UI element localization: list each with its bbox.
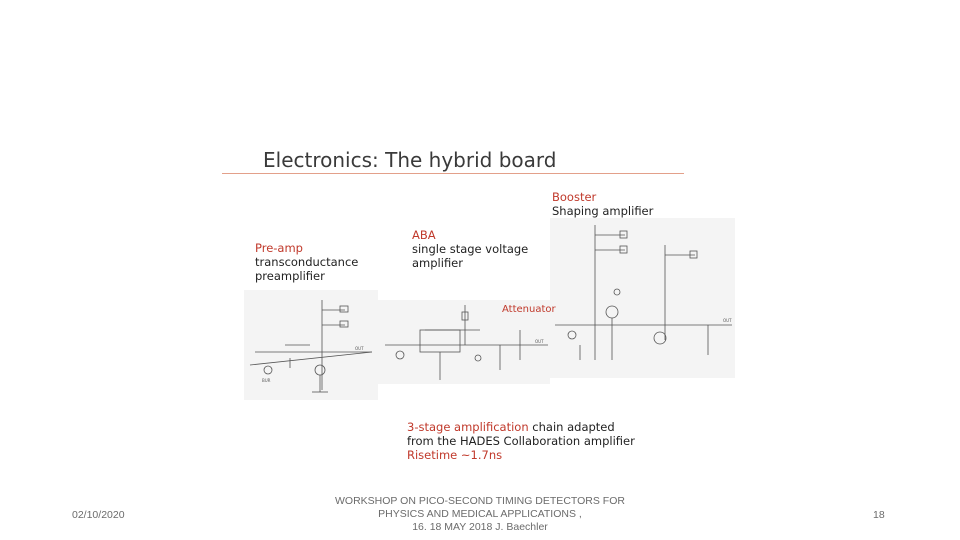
page-number: 18: [873, 509, 885, 521]
chain-text-1: chain adapted: [528, 420, 615, 434]
shaping-amplifier-text: Shaping amplifier: [552, 204, 654, 218]
chain-highlight: 3-stage amplification: [407, 420, 529, 434]
footer-line-1: WORKSHOP ON PICO-SECOND TIMING DETECTORS FOR: [335, 495, 625, 507]
preamp-panel: [244, 290, 378, 400]
booster-label: [552, 190, 653, 218]
svg-text:BUR: BUR: [262, 378, 271, 383]
preamp-label: [255, 241, 358, 283]
footer-date: 02/10/2020: [72, 509, 125, 521]
attenuator-label: Attenuator: [502, 304, 556, 315]
aba-title: ABA: [412, 228, 436, 242]
booster-title: Booster: [552, 190, 597, 204]
risetime-text: Risetime ~1.7ns: [407, 448, 503, 462]
booster-panel: [550, 218, 735, 378]
chain-description: [407, 420, 635, 462]
preamp-title: Pre-amp: [255, 241, 303, 255]
chain-text-2: from the HADES Collaboration amplifier: [407, 434, 635, 448]
svg-text:OUT: OUT: [535, 339, 544, 344]
aba-desc-1: single stage voltage: [412, 242, 529, 256]
preamp-desc-1: transconductance: [255, 255, 359, 269]
preamp-desc-2: preamplifier: [255, 269, 325, 283]
footer-line-2: PHYSICS AND MEDICAL APPLICATIONS ,: [378, 508, 582, 520]
footer-line-3: 16. 18 MAY 2018 J. Baechler: [412, 521, 548, 533]
footer-center: [330, 495, 630, 534]
svg-text:OUT: OUT: [723, 318, 732, 323]
aba-label: [412, 228, 528, 270]
svg-text:OUT: OUT: [355, 346, 364, 351]
aba-desc-2: amplifier: [412, 256, 463, 270]
slide-title: Electronics: The hybrid board: [263, 148, 557, 172]
